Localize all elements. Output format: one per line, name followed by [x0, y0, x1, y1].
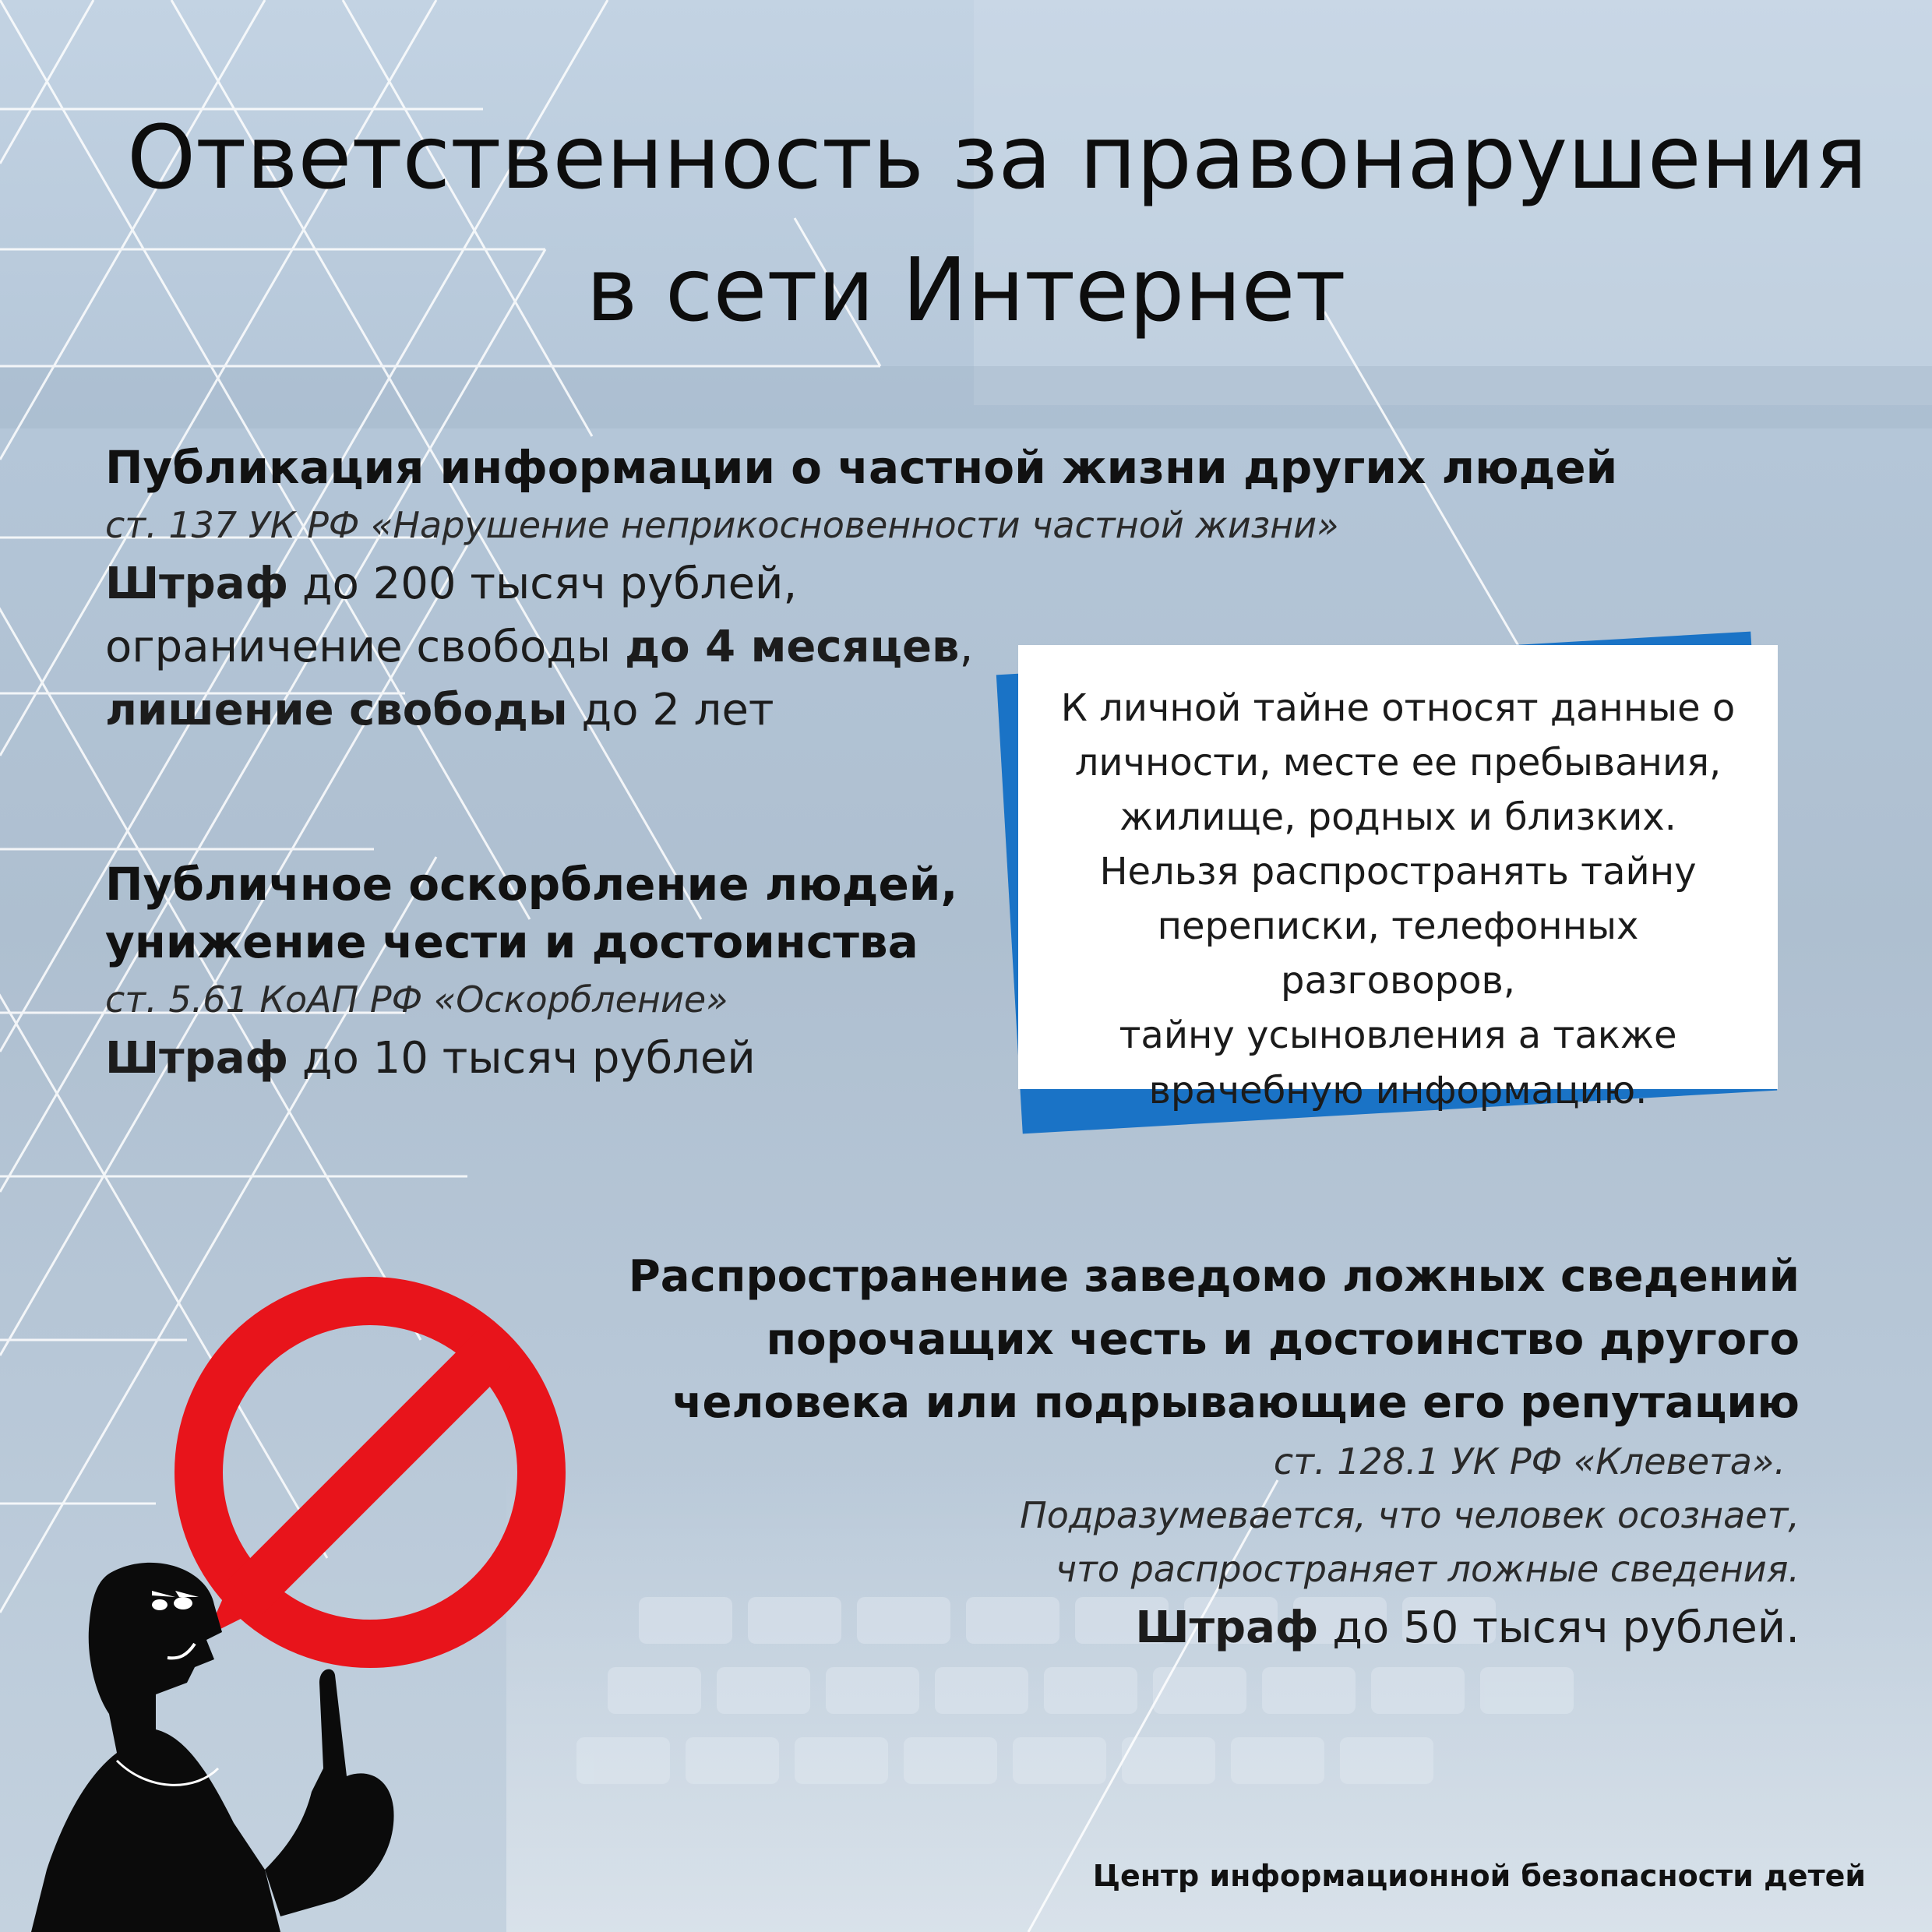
fine-amount: до 10 тысяч рублей — [288, 1033, 756, 1084]
prison-term: до 2 лет — [567, 685, 774, 736]
prohibition-sign-icon — [0, 1231, 639, 1932]
fine-amount: до 50 тысяч рублей. — [1318, 1602, 1800, 1653]
note-line: К личной тайне относят данные о — [1060, 686, 1736, 730]
section-heading: порочащих честь и достоинство другого — [766, 1314, 1800, 1366]
section-defamation — [629, 1245, 1800, 1659]
penalty-line — [629, 1596, 1800, 1659]
section-heading: Публикация информации о частной жизни других людей — [105, 441, 1618, 494]
fine-label: Штраф — [105, 1033, 289, 1084]
page-title-line1: Ответственность за правонарушения — [127, 108, 1867, 209]
note-line: Нельзя распространять тайну — [1099, 850, 1697, 894]
fine-label: Штраф — [105, 559, 289, 610]
fine-amount: до 200 тысяч рублей, — [288, 559, 798, 610]
page-title-line2: в сети Интернет — [586, 240, 1346, 341]
penalty-line — [105, 1027, 957, 1090]
footer-organization: Центр информационной безопасности детей — [1092, 1859, 1866, 1893]
note-line: переписки, телефонных разговоров, — [1157, 904, 1639, 1003]
section-heading: унижение чести и достоинства — [105, 915, 918, 969]
law-article: ст. 5.61 КоАП РФ «Оскорбление» — [105, 978, 728, 1021]
law-article: ст. 137 УК РФ «Нарушение неприкосновенности частной жизни» — [105, 504, 1339, 547]
section-heading: Публичное оскорбление людей, — [105, 858, 958, 911]
note-card — [1018, 645, 1778, 1112]
note-line: тайну усыновления а также — [1119, 1014, 1677, 1058]
note-line: врачебную информацию. — [1148, 1068, 1648, 1112]
explanation-line: что распространяет ложные сведения. — [1055, 1547, 1800, 1590]
law-article: ст. 128.1 УК РФ «Клевета». — [1273, 1440, 1786, 1482]
penalty-line — [105, 552, 1617, 615]
restriction-label: ограничение свободы — [105, 622, 625, 673]
note-line: жилище, родных и близких. — [1119, 795, 1676, 840]
note-line: личности, месте ее пребывания, — [1074, 741, 1722, 785]
fine-label: Штраф — [1135, 1602, 1319, 1653]
section-heading: человека или подрывающие его репутацию — [672, 1377, 1800, 1429]
section-heading: Распространение заведомо ложных сведений — [628, 1251, 1800, 1302]
section-insult — [105, 853, 957, 1090]
restriction-term: до 4 месяцев — [624, 622, 960, 673]
prison-label: лишение свободы — [105, 685, 568, 736]
punctuation: , — [959, 622, 974, 673]
explanation-line: Подразумевается, что человек осознает, — [1020, 1493, 1800, 1536]
